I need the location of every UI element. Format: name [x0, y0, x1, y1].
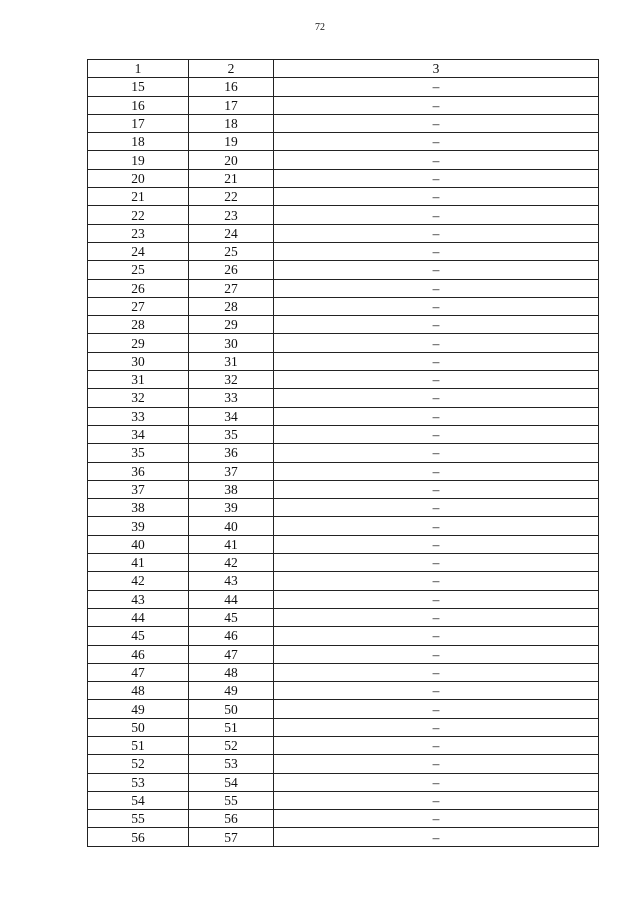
table-cell: 31	[88, 371, 189, 389]
table-cell: –	[274, 462, 599, 480]
table-row	[88, 279, 599, 297]
table-row	[88, 828, 599, 846]
table-cell: 27	[88, 297, 189, 315]
table-cell: –	[274, 755, 599, 773]
table-cell: 22	[88, 206, 189, 224]
table-cell: 22	[189, 188, 274, 206]
data-table	[87, 59, 599, 847]
table-row	[88, 334, 599, 352]
table-cell: –	[274, 407, 599, 425]
table-row	[88, 188, 599, 206]
table-row	[88, 499, 599, 517]
table-row	[88, 96, 599, 114]
table-row	[88, 242, 599, 260]
table-cell: –	[274, 261, 599, 279]
table-cell: 34	[88, 425, 189, 443]
table-cell: 37	[189, 462, 274, 480]
table-row	[88, 371, 599, 389]
table-row	[88, 151, 599, 169]
table-row	[88, 773, 599, 791]
table-cell: –	[274, 425, 599, 443]
table-cell: 32	[189, 371, 274, 389]
table-cell: –	[274, 242, 599, 260]
table-cell: 21	[189, 169, 274, 187]
table-cell: 33	[88, 407, 189, 425]
table-cell: 54	[88, 791, 189, 809]
table-cell: 42	[189, 554, 274, 572]
table-cell: 54	[189, 773, 274, 791]
page-number: 72	[315, 22, 325, 33]
table-cell: 25	[88, 261, 189, 279]
table-cell: 55	[88, 810, 189, 828]
table-cell: 43	[189, 572, 274, 590]
table-cell: 37	[88, 480, 189, 498]
table-header	[88, 60, 599, 78]
table-cell: 29	[189, 316, 274, 334]
table-cell: 43	[88, 590, 189, 608]
table-cell: –	[274, 279, 599, 297]
table-cell: 34	[189, 407, 274, 425]
table-cell: 17	[189, 96, 274, 114]
table-cell: –	[274, 389, 599, 407]
table-row	[88, 169, 599, 187]
table-cell: 21	[88, 188, 189, 206]
table-cell: 56	[88, 828, 189, 846]
table-cell: 26	[189, 261, 274, 279]
table-cell: 50	[189, 700, 274, 718]
table-cell: 20	[189, 151, 274, 169]
table-cell: 29	[88, 334, 189, 352]
table-cell: –	[274, 188, 599, 206]
table-cell: 56	[189, 810, 274, 828]
table-cell: 15	[88, 78, 189, 96]
table-row	[88, 407, 599, 425]
table-row	[88, 297, 599, 315]
table-row	[88, 480, 599, 498]
table-cell: –	[274, 828, 599, 846]
table-row	[88, 736, 599, 754]
table-cell: –	[274, 316, 599, 334]
table-cell: –	[274, 773, 599, 791]
table-cell: 40	[189, 517, 274, 535]
table-row	[88, 755, 599, 773]
table-cell: 30	[189, 334, 274, 352]
table-row	[88, 425, 599, 443]
table-cell: 35	[189, 425, 274, 443]
table-cell: 38	[88, 499, 189, 517]
table-row	[88, 554, 599, 572]
table-cell: –	[274, 682, 599, 700]
table-cell: –	[274, 114, 599, 132]
table-cell: –	[274, 78, 599, 96]
table-cell: 38	[189, 480, 274, 498]
table-cell: –	[274, 608, 599, 626]
table-row	[88, 517, 599, 535]
table-cell: 49	[189, 682, 274, 700]
table-cell: 36	[189, 444, 274, 462]
table-cell: 20	[88, 169, 189, 187]
table-row	[88, 590, 599, 608]
table-cell: 25	[189, 242, 274, 260]
table-cell: –	[274, 352, 599, 370]
table-cell: 35	[88, 444, 189, 462]
table-cell: –	[274, 444, 599, 462]
table-cell: 41	[88, 554, 189, 572]
table-cell: 40	[88, 535, 189, 553]
table-row	[88, 810, 599, 828]
table-cell: 45	[88, 627, 189, 645]
table-cell: –	[274, 791, 599, 809]
header-cell-1: 1	[88, 60, 189, 78]
table-cell: 45	[189, 608, 274, 626]
table-cell: 33	[189, 389, 274, 407]
table-cell: –	[274, 224, 599, 242]
table-cell: –	[274, 718, 599, 736]
table-row	[88, 700, 599, 718]
table-cell: 52	[189, 736, 274, 754]
table-cell: 17	[88, 114, 189, 132]
table-cell: –	[274, 627, 599, 645]
table-cell: 18	[189, 114, 274, 132]
table-row	[88, 261, 599, 279]
table-cell: 27	[189, 279, 274, 297]
table-cell: 47	[88, 663, 189, 681]
table-row	[88, 224, 599, 242]
table-cell: 48	[189, 663, 274, 681]
header-row	[88, 60, 599, 78]
table-row	[88, 114, 599, 132]
table-cell: –	[274, 535, 599, 553]
table-cell: 23	[88, 224, 189, 242]
table-cell: –	[274, 169, 599, 187]
table-cell: –	[274, 572, 599, 590]
table-cell: 31	[189, 352, 274, 370]
table-cell: –	[274, 480, 599, 498]
table-cell: 46	[189, 627, 274, 645]
header-cell-2: 2	[189, 60, 274, 78]
table-cell: 28	[189, 297, 274, 315]
table-cell: –	[274, 151, 599, 169]
table-cell: 39	[88, 517, 189, 535]
table-row	[88, 462, 599, 480]
table-cell: 51	[189, 718, 274, 736]
table-row	[88, 663, 599, 681]
table-cell: 53	[189, 755, 274, 773]
table-cell: –	[274, 810, 599, 828]
table-cell: 57	[189, 828, 274, 846]
table-cell: –	[274, 700, 599, 718]
table-cell: –	[274, 499, 599, 517]
table-row	[88, 389, 599, 407]
table-cell: 19	[189, 133, 274, 151]
table-cell: 44	[189, 590, 274, 608]
table-cell: 24	[88, 242, 189, 260]
table-cell: –	[274, 645, 599, 663]
table-row	[88, 133, 599, 151]
table-cell: 24	[189, 224, 274, 242]
table-cell: 50	[88, 718, 189, 736]
table-cell: –	[274, 206, 599, 224]
table-cell: –	[274, 590, 599, 608]
table-cell: 55	[189, 791, 274, 809]
table-cell: 26	[88, 279, 189, 297]
table-row	[88, 352, 599, 370]
table-cell: 42	[88, 572, 189, 590]
table-cell: 39	[189, 499, 274, 517]
table-cell: 47	[189, 645, 274, 663]
table-cell: 46	[88, 645, 189, 663]
table-row	[88, 316, 599, 334]
header-cell-3: 3	[274, 60, 599, 78]
table-cell: 30	[88, 352, 189, 370]
table-cell: 19	[88, 151, 189, 169]
table-cell: –	[274, 371, 599, 389]
table-cell: 52	[88, 755, 189, 773]
table-cell: 16	[88, 96, 189, 114]
table-cell: 44	[88, 608, 189, 626]
table-row	[88, 608, 599, 626]
table-cell: 18	[88, 133, 189, 151]
table-cell: 16	[189, 78, 274, 96]
table-row	[88, 572, 599, 590]
table-row	[88, 444, 599, 462]
table-row	[88, 645, 599, 663]
table-cell: –	[274, 133, 599, 151]
table-cell: –	[274, 736, 599, 754]
table-row	[88, 791, 599, 809]
table-cell: –	[274, 663, 599, 681]
table-cell: 36	[88, 462, 189, 480]
table-row	[88, 682, 599, 700]
table-row	[88, 718, 599, 736]
table-cell: –	[274, 96, 599, 114]
table-cell: 51	[88, 736, 189, 754]
table-cell: 48	[88, 682, 189, 700]
table-cell: 23	[189, 206, 274, 224]
table-cell: 32	[88, 389, 189, 407]
table-row	[88, 627, 599, 645]
table-body	[88, 78, 599, 846]
table-row	[88, 78, 599, 96]
table-row	[88, 535, 599, 553]
table-cell: –	[274, 334, 599, 352]
table-cell: 41	[189, 535, 274, 553]
table-cell: –	[274, 297, 599, 315]
table-cell: –	[274, 517, 599, 535]
table-cell: 53	[88, 773, 189, 791]
table-cell: 28	[88, 316, 189, 334]
table-cell: 49	[88, 700, 189, 718]
table-cell: –	[274, 554, 599, 572]
table-row	[88, 206, 599, 224]
